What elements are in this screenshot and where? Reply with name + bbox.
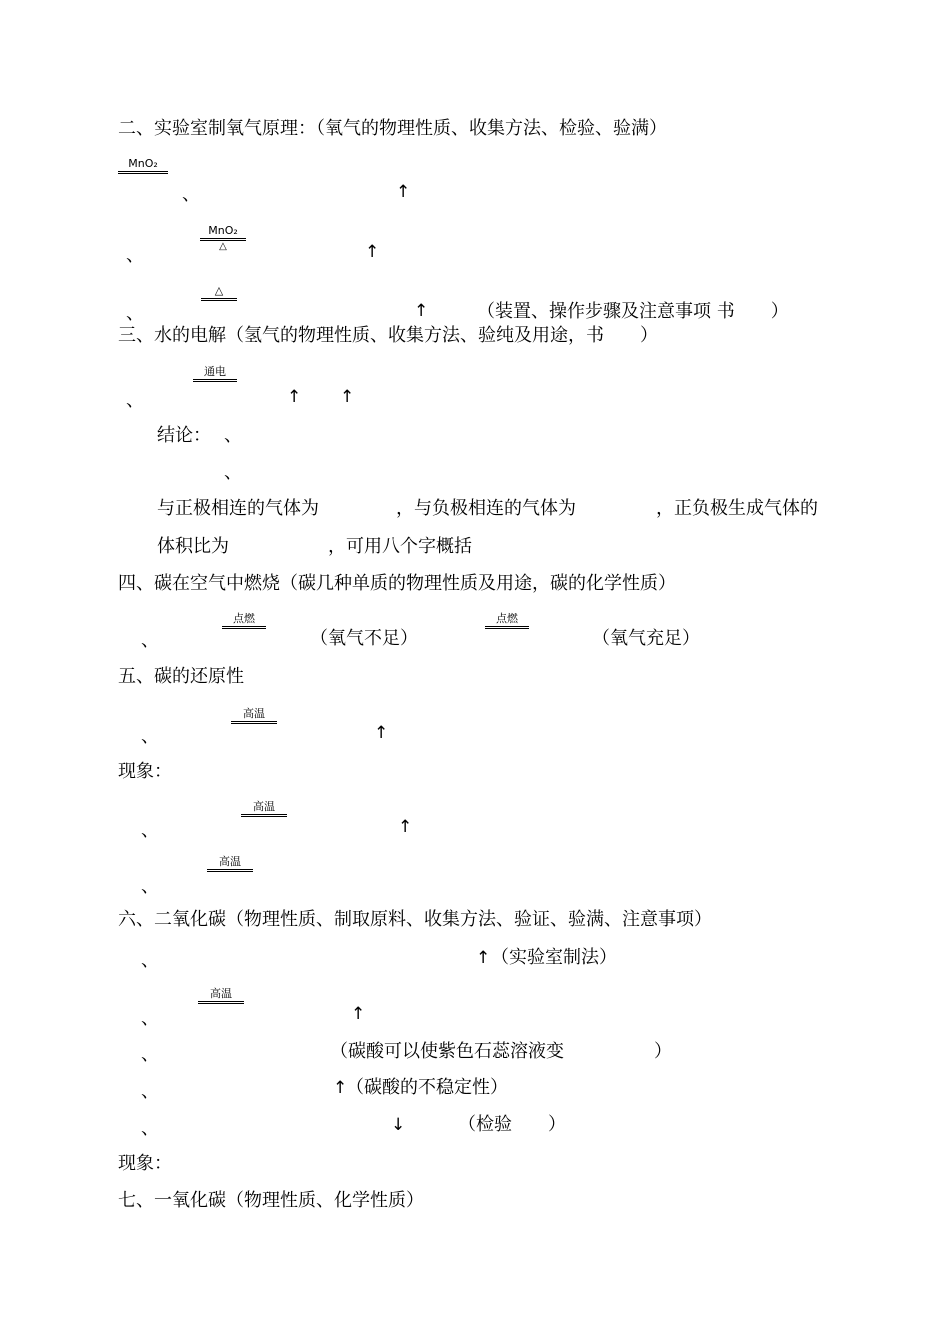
carbonic-acid-note: （碳酸可以使紫色石蕊溶液变 ） [330,1041,672,1062]
enum-comma: 、 [141,1081,159,1102]
enum-comma: 、 [141,950,159,971]
test-note: （检验 ） [458,1114,566,1135]
equals-bar [222,626,266,629]
enum-comma: 、 [141,1044,159,1065]
heat-symbol: △ [219,241,227,252]
enum-comma: 、 [126,245,144,266]
condition-high-temp [198,988,244,1004]
condition-label: MnO₂ [128,157,158,170]
condition-label: 高温 [210,987,232,1000]
enum-comma: 、 [141,1118,159,1139]
condition-label: 高温 [243,707,265,720]
gas-up-arrow: ↑ [287,387,302,407]
condition-high-temp [207,856,253,872]
section-3-title: 三、水的电解（氢气的物理性质、收集方法、验纯及用途，书 ） [118,325,658,346]
equals-bar [193,379,237,382]
equals-bar [118,171,168,174]
gas-up-arrow: ↑ [396,182,411,202]
enum-comma: 、 [141,1008,159,1029]
condition-label: 高温 [253,800,275,813]
enum-comma: 、 [182,184,200,205]
conclusion-line4b: ，可用八个字概括 [328,536,472,557]
gas-up-arrow: ↑ [414,301,429,321]
equals-bar [485,626,529,629]
gas-up-arrow: ↑ [476,948,491,968]
enum-comma: 、 [224,462,242,483]
condition-high-temp [231,708,277,724]
gas-up-arrow: ↑ [365,242,380,262]
condition-electrify [193,366,237,382]
carbonic-unstable-note: （碳酸的不稳定性） [346,1077,508,1098]
gas-up-arrow: ↑ [374,723,389,743]
condition-label: 点燃 [233,612,255,625]
enum-comma: 、 [141,726,159,747]
heat-symbol: △ [214,284,224,297]
gas-up-arrow: ↑ [333,1078,348,1098]
condition-heat [201,285,237,301]
section-4-title: 四、碳在空气中燃烧（碳几种单质的物理性质及用途，碳的化学性质） [118,573,676,594]
conclusion-line3c: ，正负极生成气体的 [656,498,818,519]
condition-label: MnO₂ [208,224,238,237]
s2-note: （装置、操作步骤及注意事项 书 ） [477,301,789,322]
condition-label: 通电 [204,365,226,378]
o2-insufficient-note: （氧气不足） [310,628,418,649]
enum-comma: 、 [141,820,159,841]
equals-bar [198,1001,244,1004]
conclusion-label: 结论： [157,425,211,446]
section-2-title: 二、实验室制氧气原理：（氧气的物理性质、收集方法、检验、验满） [118,118,667,139]
lab-method-note: （实验室制法） [491,947,617,968]
enum-comma: 、 [141,630,159,651]
condition-mno2-heat [200,225,246,252]
equals-bar [231,721,277,724]
equals-bar [207,869,253,872]
equals-bar [201,298,237,301]
phenomenon-label: 现象： [118,761,172,782]
section-6-title: 六、二氧化碳（物理性质、制取原料、收集方法、验证、验满、注意事项） [118,909,712,930]
gas-up-arrow: ↑ [340,387,355,407]
section-5-title: 五、碳的还原性 [118,666,244,687]
equals-bar [241,814,287,817]
o2-sufficient-note: （氧气充足） [592,628,700,649]
condition-ignite [222,613,266,629]
section-7-title: 七、一氧化碳（物理性质、化学性质） [118,1190,424,1211]
enum-comma: 、 [141,876,159,897]
gas-up-arrow: ↑ [351,1004,366,1024]
condition-label: 高温 [219,855,241,868]
condition-mno2 [118,158,168,174]
enum-comma: 、 [126,303,144,324]
enum-comma: 、 [224,425,242,446]
condition-label: 点燃 [496,612,518,625]
conclusion-line4a: 体积比为 [157,536,229,557]
precipitate-down-arrow: ↓ [391,1115,406,1135]
conclusion-line3a: 与正极相连的气体为 [157,498,319,519]
condition-ignite [485,613,529,629]
condition-high-temp [241,801,287,817]
conclusion-line3b: ，与负极相连的气体为 [396,498,576,519]
phenomenon-label: 现象： [118,1153,172,1174]
gas-up-arrow: ↑ [398,817,413,837]
enum-comma: 、 [126,390,144,411]
